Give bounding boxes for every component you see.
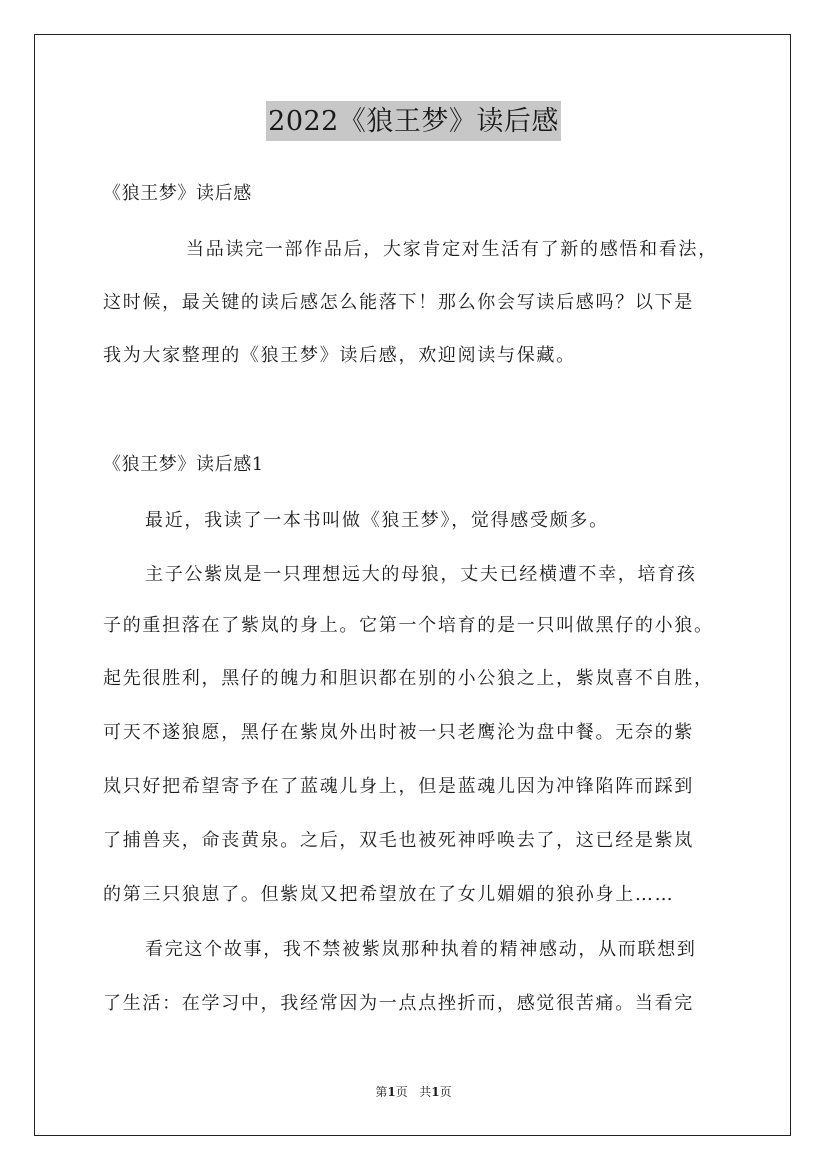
document-title: 2022《狼王梦》读后感 bbox=[266, 101, 561, 141]
subtitle: 《狼王梦》读后感 bbox=[103, 183, 252, 204]
body-line-1: 最近，我读了一本书叫做《狼王梦》，觉得感受颇多。 bbox=[145, 510, 609, 531]
footer-page-total: 1 bbox=[431, 1085, 440, 1099]
body-line-9: 看完这个故事，我不禁被紫岚那种执着的精神感动，从而联想到 bbox=[145, 939, 697, 960]
body-line-4: 起先很胜利，黑仔的魄力和胆识都在别的小公狼之上，紫岚喜不自胜， bbox=[103, 668, 714, 689]
intro-line-3: 我为大家整理的《狼王梦》读后感，欢迎阅读与保藏。 bbox=[103, 345, 576, 366]
body-line-2: 主子公紫岚是一只理想远大的母狼，丈夫已经横遭不幸，培育孩 bbox=[145, 564, 697, 585]
page-footer bbox=[0, 1084, 827, 1100]
intro-line-2: 这时候，最关键的读后感怎么能落下！那么你会写读后感吗？以下是 bbox=[103, 292, 694, 313]
footer-page-prefix: 第 bbox=[375, 1085, 388, 1099]
footer-page-mid: 页 共 bbox=[395, 1085, 432, 1099]
footer-page-suffix: 页 bbox=[439, 1085, 452, 1099]
intro-line-1: 当品读完一部作品后，大家肯定对生活有了新的感悟和看法， bbox=[186, 239, 718, 260]
body-line-8: 的第三只狼崽了。但紫岚又把希望放在了女儿媚媚的狼孙身上…… bbox=[103, 884, 675, 905]
body-line-10: 了生活：在学习中，我经常因为一点点挫折而，感觉很苦痛。当看完 bbox=[103, 993, 694, 1014]
title-wrap bbox=[0, 101, 827, 141]
body-line-6: 岚只好把希望寄予在了蓝魂儿身上，但是蓝魂儿因为冲锋陷阵而踩到 bbox=[103, 776, 694, 797]
footer-page-number: 1 bbox=[387, 1085, 396, 1099]
body-line-3: 子的重担落在了紫岚的身上。它第一个培育的是一只叫做黑仔的小狼。 bbox=[103, 615, 714, 636]
body-line-5: 可天不遂狼愿，黑仔在紫岚外出时被一只老鹰沦为盘中餐。无奈的紫 bbox=[103, 722, 694, 743]
body-line-7: 了捕兽夹，命丧黄泉。之后，双毛也被死神呼唤去了，这已经是紫岚 bbox=[103, 830, 694, 851]
section-heading: 《狼王梦》读后感1 bbox=[103, 454, 264, 475]
